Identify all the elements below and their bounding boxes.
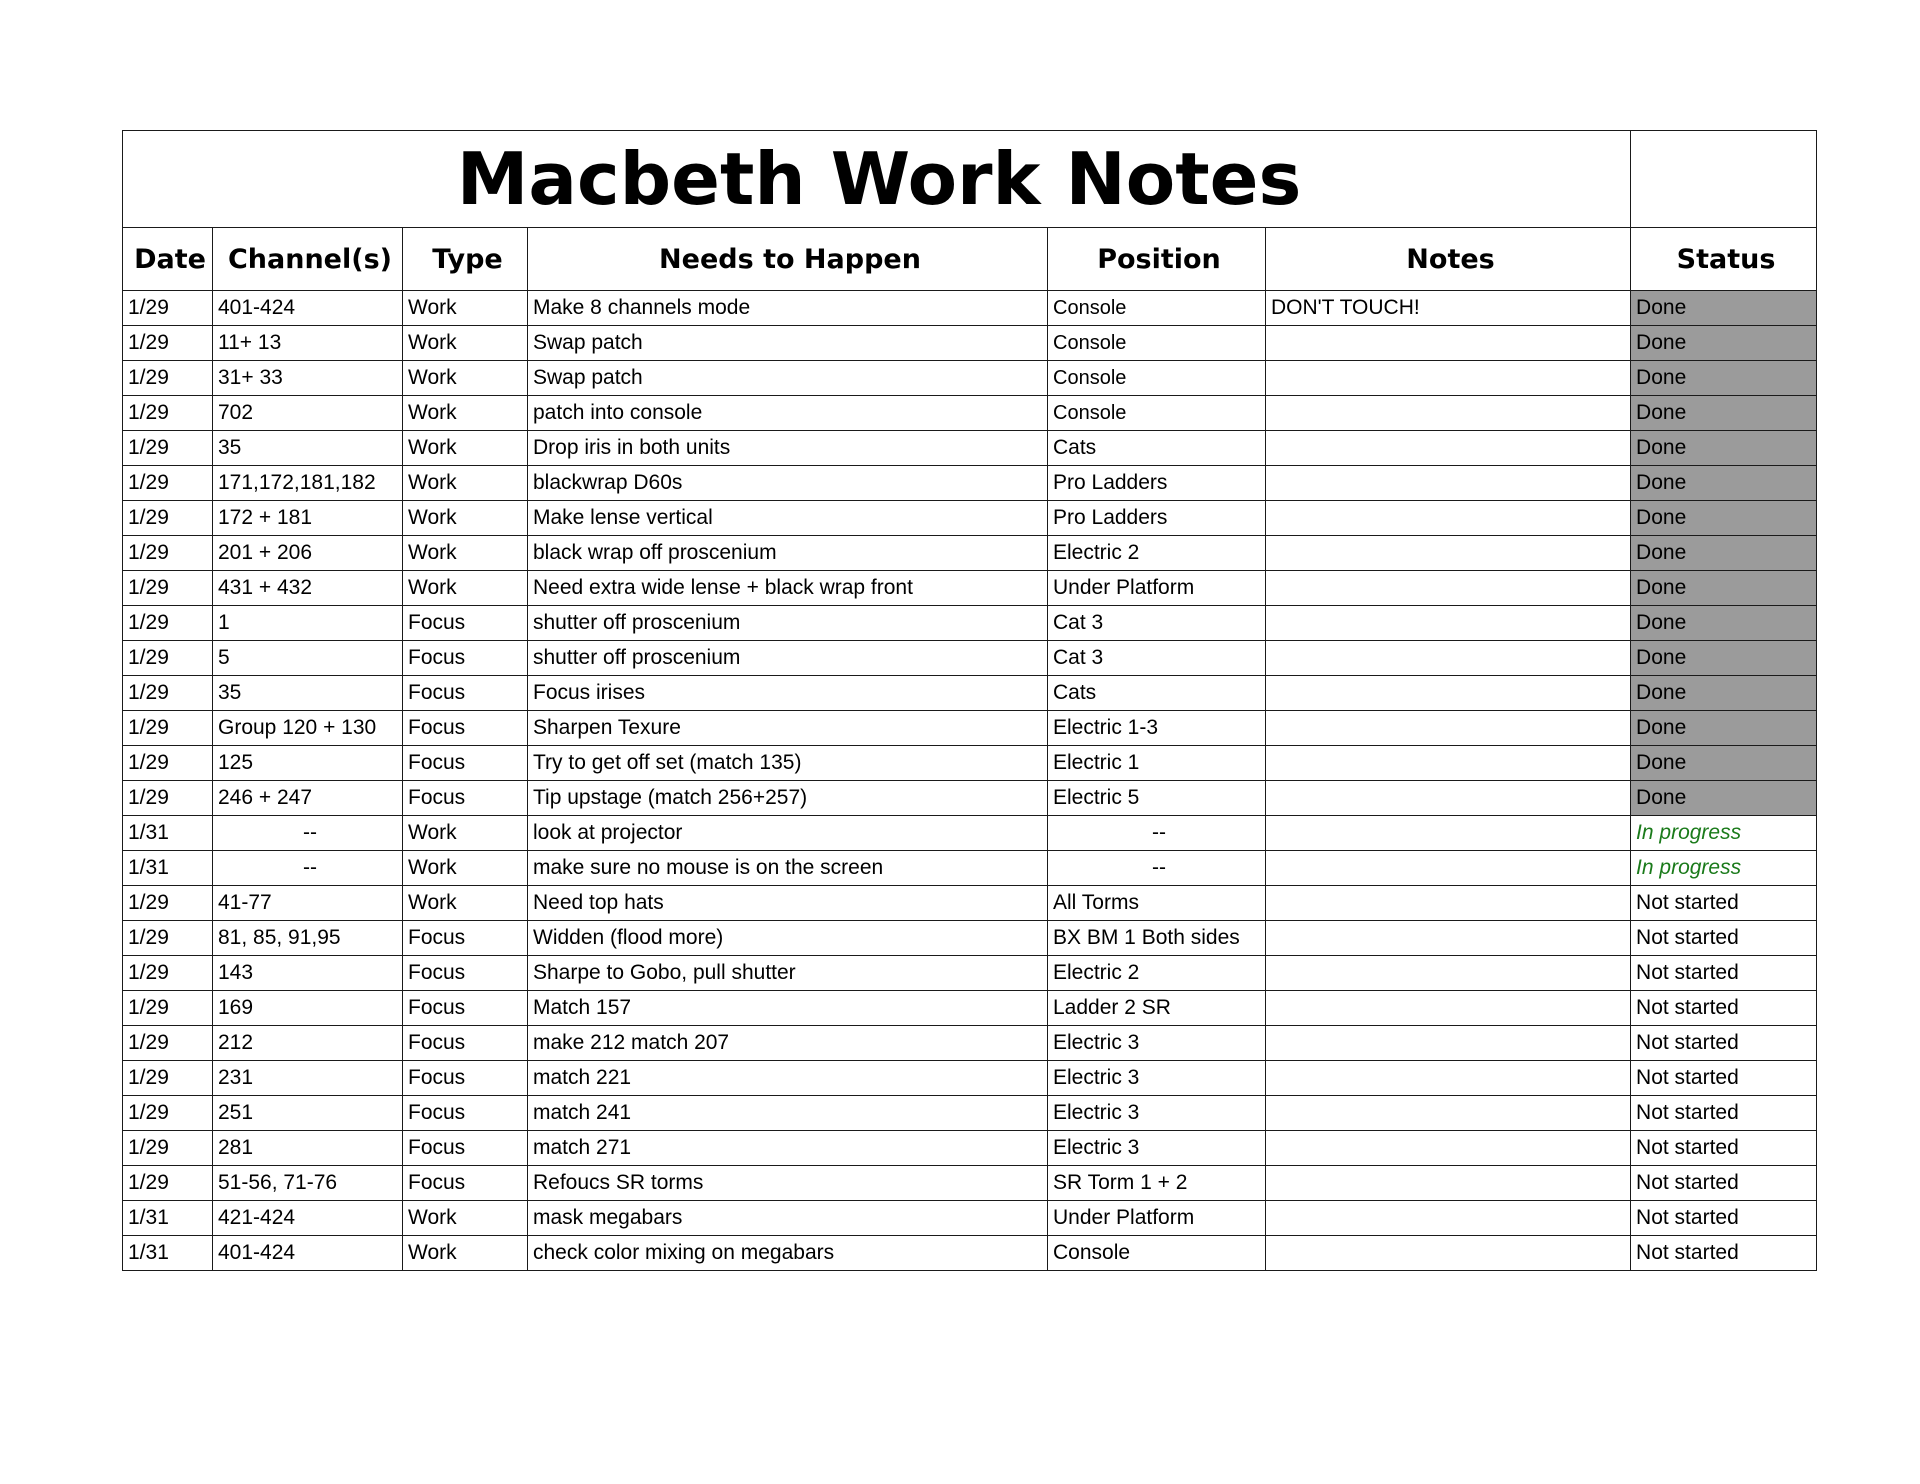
table-row: [123, 361, 1817, 396]
cell-position: Electric 2: [1048, 956, 1266, 991]
table-row: [123, 396, 1817, 431]
cell-channel: 281: [213, 1131, 403, 1166]
cell-position: Pro Ladders: [1048, 466, 1266, 501]
cell-channel: 171,172,181,182: [213, 466, 403, 501]
cell-date: 1/29: [123, 1026, 213, 1061]
cell-channel: --: [213, 851, 403, 886]
cell-position: Cat 3: [1048, 606, 1266, 641]
table-row: [123, 851, 1817, 886]
cell-position: Cats: [1048, 431, 1266, 466]
header-date: Date: [123, 228, 213, 291]
cell-status: Not started: [1631, 1166, 1817, 1201]
cell-task: patch into console: [528, 396, 1048, 431]
cell-channel: 41-77: [213, 886, 403, 921]
table-row: [123, 1026, 1817, 1061]
cell-channel: 702: [213, 396, 403, 431]
cell-type: Focus: [403, 956, 528, 991]
table-row: [123, 1061, 1817, 1096]
cell-type: Work: [403, 431, 528, 466]
cell-channel: 421-424: [213, 1201, 403, 1236]
cell-channel: 1: [213, 606, 403, 641]
cell-channel: 81, 85, 91,95: [213, 921, 403, 956]
cell-task: Focus irises: [528, 676, 1048, 711]
cell-task: Try to get off set (match 135): [528, 746, 1048, 781]
cell-status: Done: [1631, 711, 1817, 746]
cell-status: Not started: [1631, 956, 1817, 991]
cell-channel: 35: [213, 676, 403, 711]
table-row: [123, 991, 1817, 1026]
cell-channel: 231: [213, 1061, 403, 1096]
cell-position: Electric 5: [1048, 781, 1266, 816]
header-status: Status: [1631, 228, 1817, 291]
cell-date: 1/29: [123, 886, 213, 921]
cell-notes: [1266, 361, 1631, 396]
cell-notes: [1266, 326, 1631, 361]
header-notes: Notes: [1266, 228, 1631, 291]
cell-type: Focus: [403, 1096, 528, 1131]
cell-status: Done: [1631, 396, 1817, 431]
cell-notes: [1266, 641, 1631, 676]
cell-date: 1/29: [123, 326, 213, 361]
cell-date: 1/29: [123, 396, 213, 431]
cell-channel: 169: [213, 991, 403, 1026]
cell-date: 1/29: [123, 711, 213, 746]
table-row: [123, 641, 1817, 676]
cell-task: mask megabars: [528, 1201, 1048, 1236]
cell-date: 1/29: [123, 781, 213, 816]
table-row: [123, 501, 1817, 536]
cell-status: Done: [1631, 781, 1817, 816]
cell-task: Tip upstage (match 256+257): [528, 781, 1048, 816]
header-needs-to-happen: Needs to Happen: [528, 228, 1048, 291]
cell-task: Make 8 channels mode: [528, 291, 1048, 326]
cell-type: Focus: [403, 606, 528, 641]
cell-notes: [1266, 886, 1631, 921]
table-row: [123, 571, 1817, 606]
cell-status: Done: [1631, 641, 1817, 676]
cell-position: --: [1048, 851, 1266, 886]
cell-date: 1/31: [123, 1236, 213, 1271]
header-type: Type: [403, 228, 528, 291]
sheet-title: Macbeth Work Notes: [456, 137, 1302, 221]
cell-position: Console: [1048, 291, 1266, 326]
cell-position: Ladder 2 SR: [1048, 991, 1266, 1026]
cell-date: 1/29: [123, 536, 213, 571]
table-row: [123, 326, 1817, 361]
cell-type: Work: [403, 291, 528, 326]
cell-task: look at projector: [528, 816, 1048, 851]
table-row: [123, 1166, 1817, 1201]
table-row: [123, 1201, 1817, 1236]
cell-status: Not started: [1631, 1201, 1817, 1236]
cell-status: In progress: [1631, 851, 1817, 886]
cell-date: 1/31: [123, 851, 213, 886]
cell-status: Not started: [1631, 991, 1817, 1026]
cell-type: Work: [403, 816, 528, 851]
cell-notes: [1266, 536, 1631, 571]
cell-status: Not started: [1631, 1026, 1817, 1061]
header-position: Position: [1048, 228, 1266, 291]
cell-type: Work: [403, 326, 528, 361]
cell-task: Make lense vertical: [528, 501, 1048, 536]
table-row: [123, 431, 1817, 466]
cell-type: Focus: [403, 1026, 528, 1061]
cell-channel: 212: [213, 1026, 403, 1061]
cell-notes: [1266, 1061, 1631, 1096]
cell-type: Work: [403, 466, 528, 501]
cell-type: Work: [403, 396, 528, 431]
cell-type: Focus: [403, 676, 528, 711]
cell-notes: [1266, 571, 1631, 606]
table-row: [123, 291, 1817, 326]
cell-position: Electric 3: [1048, 1131, 1266, 1166]
cell-type: Focus: [403, 781, 528, 816]
title-row: [123, 131, 1817, 228]
cell-date: 1/29: [123, 1061, 213, 1096]
cell-notes: [1266, 921, 1631, 956]
cell-task: Widden (flood more): [528, 921, 1048, 956]
cell-position: Console: [1048, 396, 1266, 431]
cell-task: match 271: [528, 1131, 1048, 1166]
cell-position: --: [1048, 816, 1266, 851]
cell-date: 1/29: [123, 641, 213, 676]
cell-type: Focus: [403, 1166, 528, 1201]
cell-status: Done: [1631, 536, 1817, 571]
cell-status: Done: [1631, 361, 1817, 396]
table-row: [123, 1131, 1817, 1166]
table-row: [123, 676, 1817, 711]
cell-notes: [1266, 1026, 1631, 1061]
cell-status: Not started: [1631, 1096, 1817, 1131]
cell-type: Focus: [403, 641, 528, 676]
cell-channel: 401-424: [213, 291, 403, 326]
cell-status: Done: [1631, 746, 1817, 781]
cell-type: Focus: [403, 1061, 528, 1096]
cell-status: Done: [1631, 606, 1817, 641]
cell-channel: 31+ 33: [213, 361, 403, 396]
cell-channel: 35: [213, 431, 403, 466]
cell-channel: 246 + 247: [213, 781, 403, 816]
cell-channel: 125: [213, 746, 403, 781]
cell-channel: 51-56, 71-76: [213, 1166, 403, 1201]
table-row: [123, 1236, 1817, 1271]
cell-channel: 5: [213, 641, 403, 676]
cell-position: Under Platform: [1048, 1201, 1266, 1236]
cell-date: 1/29: [123, 1131, 213, 1166]
cell-date: 1/29: [123, 921, 213, 956]
cell-date: 1/29: [123, 431, 213, 466]
cell-task: black wrap off proscenium: [528, 536, 1048, 571]
cell-notes: [1266, 501, 1631, 536]
cell-position: Electric 1: [1048, 746, 1266, 781]
cell-position: Console: [1048, 1236, 1266, 1271]
cell-position: Electric 2: [1048, 536, 1266, 571]
cell-date: 1/31: [123, 1201, 213, 1236]
table-row: [123, 536, 1817, 571]
cell-type: Focus: [403, 746, 528, 781]
cell-status: Done: [1631, 326, 1817, 361]
cell-type: Work: [403, 851, 528, 886]
cell-status: Done: [1631, 291, 1817, 326]
cell-status: Done: [1631, 466, 1817, 501]
cell-position: BX BM 1 Both sides: [1048, 921, 1266, 956]
cell-status: Not started: [1631, 1061, 1817, 1096]
cell-position: Electric 3: [1048, 1096, 1266, 1131]
cell-status: Done: [1631, 431, 1817, 466]
cell-notes: [1266, 816, 1631, 851]
table-row: [123, 466, 1817, 501]
cell-notes: [1266, 746, 1631, 781]
cell-notes: [1266, 606, 1631, 641]
cell-task: shutter off proscenium: [528, 641, 1048, 676]
cell-notes: [1266, 431, 1631, 466]
cell-task: Sharpe to Gobo, pull shutter: [528, 956, 1048, 991]
cell-position: Electric 3: [1048, 1026, 1266, 1061]
title-cell: [123, 131, 1631, 228]
cell-status: Done: [1631, 571, 1817, 606]
cell-task: Match 157: [528, 991, 1048, 1026]
cell-channel: 251: [213, 1096, 403, 1131]
cell-position: Cat 3: [1048, 641, 1266, 676]
cell-date: 1/29: [123, 746, 213, 781]
cell-channel: 401-424: [213, 1236, 403, 1271]
cell-notes: [1266, 781, 1631, 816]
cell-notes: [1266, 396, 1631, 431]
cell-task: match 221: [528, 1061, 1048, 1096]
cell-date: 1/29: [123, 676, 213, 711]
cell-date: 1/29: [123, 361, 213, 396]
cell-task: check color mixing on megabars: [528, 1236, 1048, 1271]
cell-status: Done: [1631, 676, 1817, 711]
table-row: [123, 711, 1817, 746]
cell-channel: --: [213, 816, 403, 851]
cell-type: Work: [403, 501, 528, 536]
cell-type: Work: [403, 886, 528, 921]
cell-type: Focus: [403, 711, 528, 746]
cell-type: Work: [403, 536, 528, 571]
cell-task: Refoucs SR torms: [528, 1166, 1048, 1201]
cell-position: Console: [1048, 326, 1266, 361]
cell-task: shutter off proscenium: [528, 606, 1048, 641]
work-notes-table: [122, 130, 1817, 1271]
cell-task: match 241: [528, 1096, 1048, 1131]
cell-position: Under Platform: [1048, 571, 1266, 606]
cell-status: In progress: [1631, 816, 1817, 851]
cell-type: Focus: [403, 991, 528, 1026]
cell-date: 1/29: [123, 1096, 213, 1131]
cell-notes: [1266, 991, 1631, 1026]
cell-task: make sure no mouse is on the screen: [528, 851, 1048, 886]
cell-date: 1/29: [123, 466, 213, 501]
header-row: [123, 228, 1817, 291]
cell-date: 1/29: [123, 571, 213, 606]
cell-type: Work: [403, 571, 528, 606]
cell-task: make 212 match 207: [528, 1026, 1048, 1061]
cell-date: 1/29: [123, 1166, 213, 1201]
cell-type: Work: [403, 1236, 528, 1271]
cell-type: Focus: [403, 921, 528, 956]
cell-channel: 172 + 181: [213, 501, 403, 536]
cell-notes: [1266, 711, 1631, 746]
table-row: [123, 1096, 1817, 1131]
title-blank-cell: [1631, 131, 1817, 228]
cell-status: Done: [1631, 501, 1817, 536]
table-row: [123, 746, 1817, 781]
cell-notes: [1266, 956, 1631, 991]
cell-type: Focus: [403, 1131, 528, 1166]
cell-type: Work: [403, 361, 528, 396]
cell-position: All Torms: [1048, 886, 1266, 921]
cell-date: 1/29: [123, 606, 213, 641]
cell-task: Drop iris in both units: [528, 431, 1048, 466]
cell-status: Not started: [1631, 1131, 1817, 1166]
cell-notes: [1266, 676, 1631, 711]
cell-position: SR Torm 1 + 2: [1048, 1166, 1266, 1201]
cell-position: Pro Ladders: [1048, 501, 1266, 536]
cell-channel: 431 + 432: [213, 571, 403, 606]
cell-task: Swap patch: [528, 326, 1048, 361]
cell-task: blackwrap D60s: [528, 466, 1048, 501]
cell-notes: DON'T TOUCH!: [1266, 291, 1631, 326]
table-row: [123, 956, 1817, 991]
table-row: [123, 921, 1817, 956]
cell-date: 1/29: [123, 991, 213, 1026]
cell-status: Not started: [1631, 886, 1817, 921]
cell-date: 1/29: [123, 501, 213, 536]
cell-task: Need extra wide lense + black wrap front: [528, 571, 1048, 606]
cell-notes: [1266, 1131, 1631, 1166]
table-row: [123, 781, 1817, 816]
cell-channel: Group 120 + 130: [213, 711, 403, 746]
cell-notes: [1266, 466, 1631, 501]
cell-notes: [1266, 851, 1631, 886]
cell-task: Swap patch: [528, 361, 1048, 396]
cell-channel: 11+ 13: [213, 326, 403, 361]
cell-notes: [1266, 1096, 1631, 1131]
cell-date: 1/29: [123, 291, 213, 326]
cell-position: Electric 1-3: [1048, 711, 1266, 746]
cell-position: Cats: [1048, 676, 1266, 711]
cell-type: Work: [403, 1201, 528, 1236]
cell-date: 1/31: [123, 816, 213, 851]
table-row: [123, 816, 1817, 851]
table-row: [123, 606, 1817, 641]
cell-task: Sharpen Texure: [528, 711, 1048, 746]
cell-channel: 143: [213, 956, 403, 991]
cell-notes: [1266, 1201, 1631, 1236]
cell-notes: [1266, 1236, 1631, 1271]
cell-position: Console: [1048, 361, 1266, 396]
header-channels: Channel(s): [213, 228, 403, 291]
cell-position: Electric 3: [1048, 1061, 1266, 1096]
cell-notes: [1266, 1166, 1631, 1201]
cell-status: Not started: [1631, 921, 1817, 956]
table-row: [123, 886, 1817, 921]
cell-status: Not started: [1631, 1236, 1817, 1271]
cell-task: Need top hats: [528, 886, 1048, 921]
cell-date: 1/29: [123, 956, 213, 991]
cell-channel: 201 + 206: [213, 536, 403, 571]
